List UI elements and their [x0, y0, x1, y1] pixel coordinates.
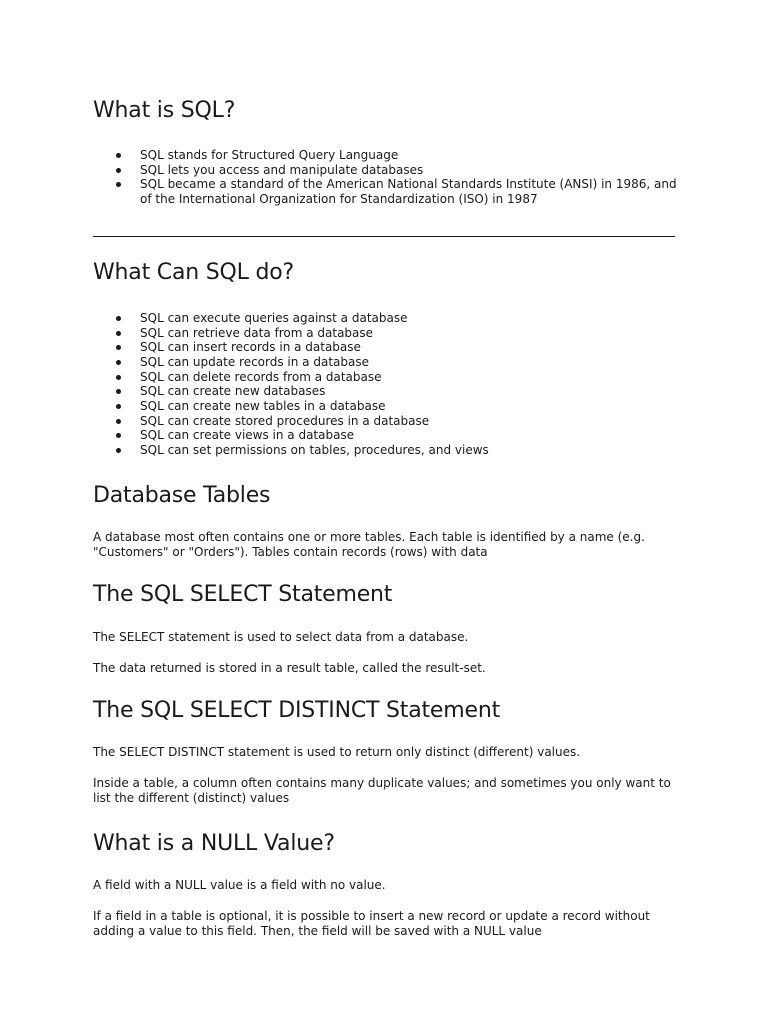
list-item: SQL can insert records in a database — [93, 340, 678, 355]
paragraph: The SELECT statement is used to select data from a database. — [93, 629, 469, 644]
paragraph: A field with a NULL value is a field with no value. — [93, 877, 386, 892]
list-item: SQL can create views in a database — [93, 428, 678, 443]
document-content — [93, 96, 678, 939]
list-item: SQL stands for Structured Query Language — [93, 148, 678, 163]
heading-sql-select-distinct-statement: The SQL SELECT DISTINCT Statement — [93, 697, 500, 723]
list-item: SQL can delete records from a database — [93, 370, 678, 385]
paragraph: Inside a table, a column often contains many duplicate values; and sometimes you only want to list the different (distinct) values — [93, 775, 671, 805]
heading-what-is-sql: What is SQL? — [93, 98, 236, 123]
list-item: SQL can set permissions on tables, procedures, and views — [93, 443, 678, 458]
list-what-can-sql-do — [93, 311, 678, 458]
paragraph: The data returned is stored in a result table, called the result-set. — [93, 660, 486, 675]
list-item: SQL can create new databases — [93, 384, 678, 399]
heading-what-can-sql-do: What Can SQL do? — [93, 259, 295, 285]
horizontal-divider — [93, 236, 675, 237]
list-item: SQL became a standard of the American National Standards Institute (ANSI) in 1986, and of the International Organization for Standardization (ISO) in 1987 — [93, 177, 678, 206]
list-item: SQL can retrieve data from a database — [93, 326, 678, 341]
heading-sql-select-statement: The SQL SELECT Statement — [93, 581, 393, 607]
list-item: SQL can update records in a database — [93, 355, 678, 370]
list-item: SQL can create new tables in a database — [93, 399, 678, 414]
heading-database-tables: Database Tables — [93, 482, 271, 508]
list-item: SQL can execute queries against a database — [93, 311, 678, 326]
paragraph: If a field in a table is optional, it is possible to insert a new record or update a record without adding a value to this field. Then, the field will be saved with a NULL value — [93, 908, 650, 938]
heading-what-is-null-value: What is a NULL Value? — [93, 830, 335, 856]
paragraph: A database most often contains one or more tables. Each table is identified by a name (e.g. "Customers" or "Orders"). Tables contain records (rows) with data — [93, 529, 645, 559]
paragraph: The SELECT DISTINCT statement is used to return only distinct (different) values. — [93, 744, 581, 759]
list-item: SQL can create stored procedures in a database — [93, 414, 678, 429]
list-what-is-sql — [93, 148, 678, 207]
list-item: SQL lets you access and manipulate databases — [93, 163, 678, 178]
